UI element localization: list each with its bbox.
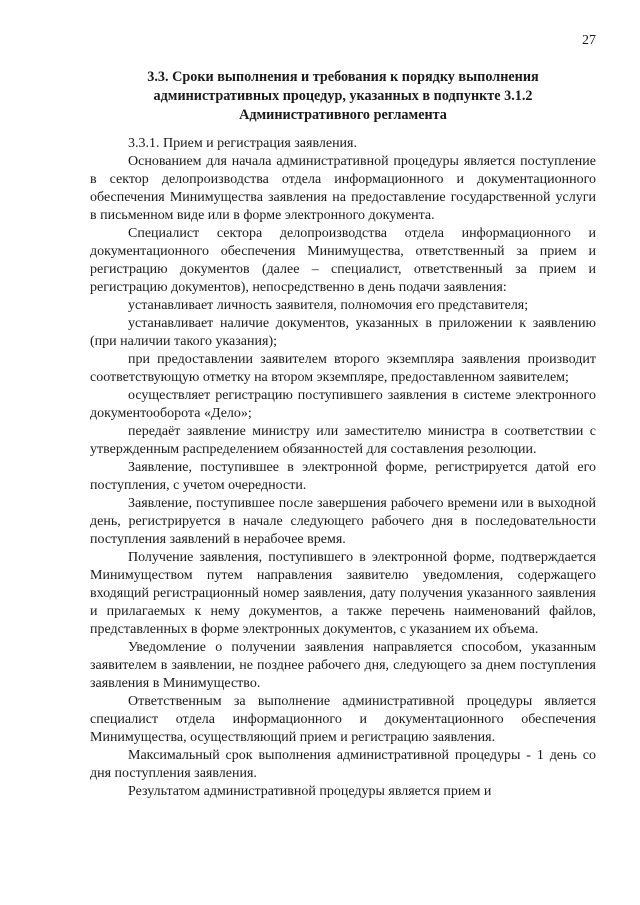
page-number: 27 — [582, 33, 596, 48]
paragraph: устанавливает наличие документов, указанных в приложении к заявлению (при наличии такого указания); — [90, 316, 596, 349]
subsection-title: 3.3.1. Прием и регистрация заявления. — [128, 136, 357, 151]
document-body — [90, 135, 596, 801]
section-heading-line: административных процедур, указанных в подпункте 3.1.2 — [153, 88, 533, 104]
paragraph: передаёт заявление министру или заместителю министра в соответствии с утвержденным распределением обязанностей для составления резолюции. — [90, 424, 596, 457]
paragraph: Результатом административной процедуры является прием и — [128, 784, 492, 799]
section-heading-line: 3.3. Сроки выполнения и требования к порядку выполнения — [147, 69, 539, 85]
paragraph: осуществляет регистрацию поступившего заявления в системе электронного документооборота «Дело»; — [90, 388, 596, 421]
paragraph: Уведомление о получении заявления направляется способом, указанным заявителем в заявлении, не позднее рабочего дня, следующего за днем поступления заявления в Минимущество. — [90, 640, 596, 691]
section-heading-line: Административного регламента — [239, 107, 447, 123]
paragraph: Максимальный срок выполнения административной процедуры - 1 день со дня поступления заявления. — [90, 748, 596, 781]
section-heading — [88, 68, 598, 125]
paragraph: Заявление, поступившее в электронной форме, регистрируется датой его поступления, с учетом очередности. — [90, 460, 596, 493]
paragraph: Получение заявления, поступившего в электронной форме, подтверждается Минимуществом путем направления заявителю уведомления, содержащего входящий регистрационный номер заявления, дату получения указанного заявления и прилагаемых к нему документов, а также перечень наименований файлов, представленных в форме электронных документов, с указанием их объема. — [90, 550, 596, 637]
paragraph: Заявление, поступившее после завершения рабочего времени или в выходной день, регистрируется в начале следующего рабочего дня в последовательности поступления заявлений в нерабочее время. — [90, 496, 596, 547]
paragraph: устанавливает личность заявителя, полномочия его представителя; — [128, 298, 529, 313]
paragraph: Основанием для начала административной процедуры является поступление в сектор делопроизводства отдела информационного и документационного обеспечения Минимущества заявления на предоставление государственной услуги в письменном виде или в форме электронного документа. — [90, 154, 596, 223]
paragraph: Специалист сектора делопроизводства отдела информационного и документационного обеспечения Минимущества, ответственный за прием и регистрацию документов (далее – специалист, ответственный за прием и регистрацию документов), непосредственно в день подачи заявления: — [90, 226, 596, 295]
paragraph: Ответственным за выполнение административной процедуры является специалист отдела информационного и документационного обеспечения Минимущества, осуществляющий прием и регистрацию заявления. — [90, 694, 596, 745]
paragraph: при предоставлении заявителем второго экземпляра заявления производит соответствующую отметку на втором экземпляре, предоставленном заявителем; — [90, 352, 596, 385]
